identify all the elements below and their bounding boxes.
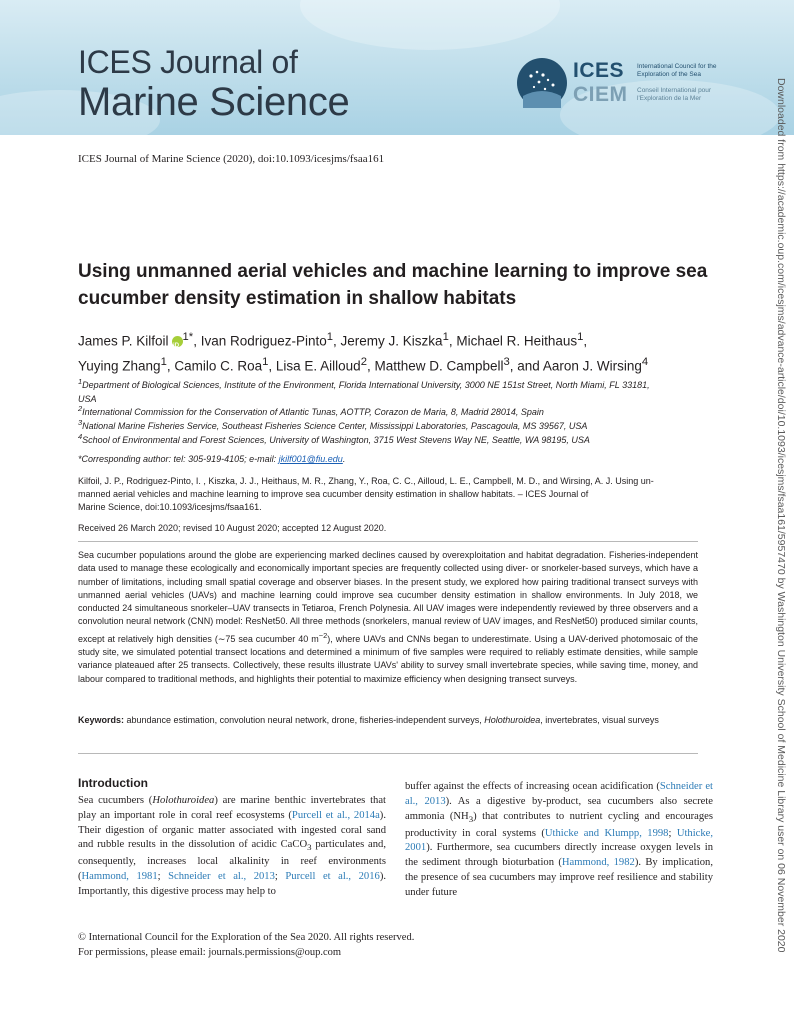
affiliation-number: 2 (78, 404, 83, 413)
abstract-text: Sea cucumber populations around the globe are experiencing marked declines caused by overexploitation and habitat degradation. Fisheries-independent data used to manage these ecologically and economically important species are frequently collected using diver- or snorkeler-based surveys, which have a number of limitations, including small spatial coverage and observer biases. In the present study, we explored how pairing traditional transect surveys with unmanned aerial vehicles (UAVs) and machine learning could improve sea cucumber density estimation in shallow environments. In July 2018, we conducted 24 simultaneous snorkeler–UAV transects in Tetiaroa, French Polynesia. All UAV images were independently reviewed by three observers and a convolution neural network (CNN) model: ResNet50. All three methods (snorkelers, manual review of UAV images, and ResNet50) produced similar counts, except at relatively high densities (∼75 sea cucumber 40 m (78, 550, 698, 644)
logo-ciem-text: CIEM (573, 83, 628, 106)
citation-line: Marine Science, doi:10.1093/icesjms/fsaa161. (78, 502, 262, 512)
keywords (78, 714, 698, 727)
body-subscript: 3 (468, 813, 474, 824)
affiliation-number: 4 (78, 432, 83, 441)
author-affil-sup: 1 (326, 331, 334, 343)
citation-line: manned aerial vehicles and machine learning to improve sea cucumber density estimation in shallow habitats. – ICES Journal of (78, 489, 589, 499)
journal-title-line2: Marine Science (78, 80, 350, 124)
logo-org-fr: Conseil International pour l'Exploration de la Mer (637, 87, 712, 102)
body-text: particulates and, consequently, increases local alkalinity in reef environments ( (78, 839, 386, 883)
reference-link[interactable]: Uthicke, 2001 (405, 827, 713, 854)
article-citation (78, 475, 700, 514)
affiliation-4 (78, 430, 698, 447)
body-text: ). Importantly, this digestive process may help to (78, 871, 387, 897)
author-separator: , (583, 333, 588, 349)
logo-ices-text: ICES (573, 59, 625, 82)
author-affil-sup: 4 (641, 355, 649, 368)
journal-banner (0, 0, 794, 135)
author-name: , Matthew D. Campbell (366, 358, 504, 373)
author-name: , Camilo C. Roa (166, 358, 263, 373)
author-list (78, 327, 718, 376)
author-affil-sup: 1 (442, 331, 449, 343)
author-name: , Ivan Rodriguez-Pinto (193, 333, 327, 349)
body-text: ). Their digestion of organic matter associated with ingested coral sand and rubble results in the dissolution of acidic CaCO (78, 809, 386, 851)
author-name: , and Aaron J. Wirsing (509, 358, 642, 373)
body-italic: Holothuroidea (152, 795, 215, 806)
copyright-text: © International Council for the Exploration of the Sea 2020. All rights reserved. (78, 932, 415, 943)
reference-link[interactable]: Hammond, 1982 (561, 857, 635, 869)
body-subscript: 3 (307, 842, 312, 853)
body-column-right (405, 780, 713, 900)
author-name: James P. Kilfoil (78, 333, 169, 349)
body-text: ; (157, 871, 169, 883)
reference-link[interactable]: Schneider et al., 2013 (405, 781, 713, 807)
affiliation-text: International Commission for the Conservation of Atlantic Tunas, AOTTP, Corazon de Maria, 8, Madrid 28014, Spain (82, 407, 544, 417)
author-name: Yuying Zhang (78, 358, 161, 373)
author-name: , Michael R. Heithaus (448, 333, 578, 349)
download-notice-text: Downloaded from https://academic.oup.com/icesjms/advance-article/doi/10.1093/icesjms/fsaa161/5957470 by Washington University School of Medicine Library user on 06 November 2020 (775, 78, 787, 953)
citation-line: Kilfoil, J. P., Rodriguez-Pinto, I. , Kiszka, J. J., Heithaus, M. R., Zhang, Y., Roa, C. C., Ailloud, L. E., Campbell, M. D., and Wirsing, A. J. Using un- (78, 476, 654, 486)
author-name: , Lisa E. Ailloud (268, 358, 361, 373)
affiliation-text-cont: USA (78, 394, 97, 404)
reference-link[interactable]: Schneider et al., 2013 (168, 871, 275, 883)
logo-org-en: International Council for the Exploration of the Sea (637, 63, 717, 78)
permissions-text: For permissions, please email: journals.permissions@oup.com (78, 947, 342, 958)
author-affil-sup: 1 (262, 355, 269, 368)
reference-link[interactable]: Purcell et al., 2014a (291, 809, 380, 821)
download-notice (773, 78, 787, 958)
reference-link[interactable]: Hammond, 1981 (81, 871, 158, 883)
copyright-footer (78, 930, 414, 960)
body-text: ; (668, 827, 677, 839)
abstract-superscript: −2 (318, 630, 328, 640)
body-text: ) are marine benthic invertebrates that play an important role in coral reef ecosystems ( (78, 795, 386, 821)
ices-globe-icon (517, 58, 567, 108)
journal-title (78, 44, 349, 124)
abstract-text: ), where UAVs and CNNs began to underestimate. Using a UAV-derived photomosaic of the study site, we simulated potential transect locations and determined a minimum of five samples were required to reliably estimate densities, while sample variance plateaued after 25 transects. Collectively, these results illustrate UAVs' ability to survey small invertebrate species, while saving time, money, and labour compared to traditional methods, and highlights their potential to maximize efficiency when designing transect surveys. (78, 633, 698, 684)
body-text: ). As a digestive by-product, sea cucumbers also secrete ammonia (NH (405, 795, 714, 822)
section-heading: Introduction (78, 776, 148, 790)
orcid-icon[interactable] (172, 336, 183, 347)
affiliation-number: 1 (78, 377, 83, 386)
affiliation-text: National Marine Fisheries Service, Southeast Fisheries Science Center, Mississippi Laboratories, Pascagoula, MS 39567, USA (82, 421, 588, 431)
body-text: ). By implication, the presence of sea cucumbers may improve reef resilience and stability under future (405, 857, 713, 898)
divider (78, 541, 698, 542)
received-dates: Received 26 March 2020; revised 10 August 2020; accepted 12 August 2020. (78, 523, 387, 533)
journal-citation-line: ICES Journal of Marine Science (2020), doi:10.1093/icesjms/fsaa161 (78, 153, 385, 165)
affiliation-number: 3 (78, 418, 83, 427)
keywords-text: abundance estimation, convolution neural network, drone, fisheries-independent surveys, (124, 715, 485, 725)
body-text: ). Furthermore, sea cucumbers directly increase oxygen levels in the sediment through bioturbation ( (405, 842, 713, 869)
author-name: , Jeremy J. Kiszka (333, 333, 443, 349)
author-affil-sup: 3 (503, 355, 510, 368)
affiliation-text: School of Environmental and Forest Sciences, University of Washington, 3715 West Stevens Way NE, Seattle, WA 98195, USA (82, 435, 590, 445)
corresponding-author (78, 454, 345, 464)
body-column-left (78, 794, 386, 900)
keywords-text: , invertebrates, visual surveys (540, 715, 659, 725)
journal-title-line1: ICES Journal of (78, 44, 298, 80)
author-affil-sup: 2 (360, 355, 367, 368)
article-title: Using unmanned aerial vehicles and machine learning to improve sea cucumber density estimation in shallow habitats (78, 261, 708, 309)
author-affil-sup: 1 (160, 355, 167, 368)
abstract (78, 549, 698, 686)
affiliation-text: Department of Biological Sciences, Institute of the Environment, Florida International University, 3000 NE 151st Street, North Miami, FL 33181, (82, 380, 650, 390)
reference-link[interactable]: Purcell et al., 2016 (285, 871, 380, 883)
corresponding-text: *Corresponding author: tel: 305-919-4105; e-mail: (78, 454, 279, 464)
corresponding-tail: . (342, 454, 346, 464)
author-affil-sup: 1* (182, 331, 194, 343)
ices-logo (517, 58, 717, 112)
divider (78, 753, 698, 754)
body-text: Sea cucumbers ( (78, 795, 153, 806)
body-text: buffer against the effects of increasing ocean acidification ( (405, 781, 660, 792)
water-ripple (300, 0, 560, 50)
body-text: ; (274, 871, 286, 883)
author-affil-sup: 1 (577, 331, 584, 343)
reference-link[interactable]: Uthicke and Klumpp, 1998 (544, 827, 669, 839)
email-link[interactable]: jkilf001@fiu.edu (278, 454, 343, 464)
keywords-italic: Holothuroidea (484, 715, 541, 725)
body-text: ) that contributes to nutrient cycling and encourages productivity in coral systems ( (405, 810, 713, 839)
keywords-label: Keywords: (78, 715, 125, 725)
